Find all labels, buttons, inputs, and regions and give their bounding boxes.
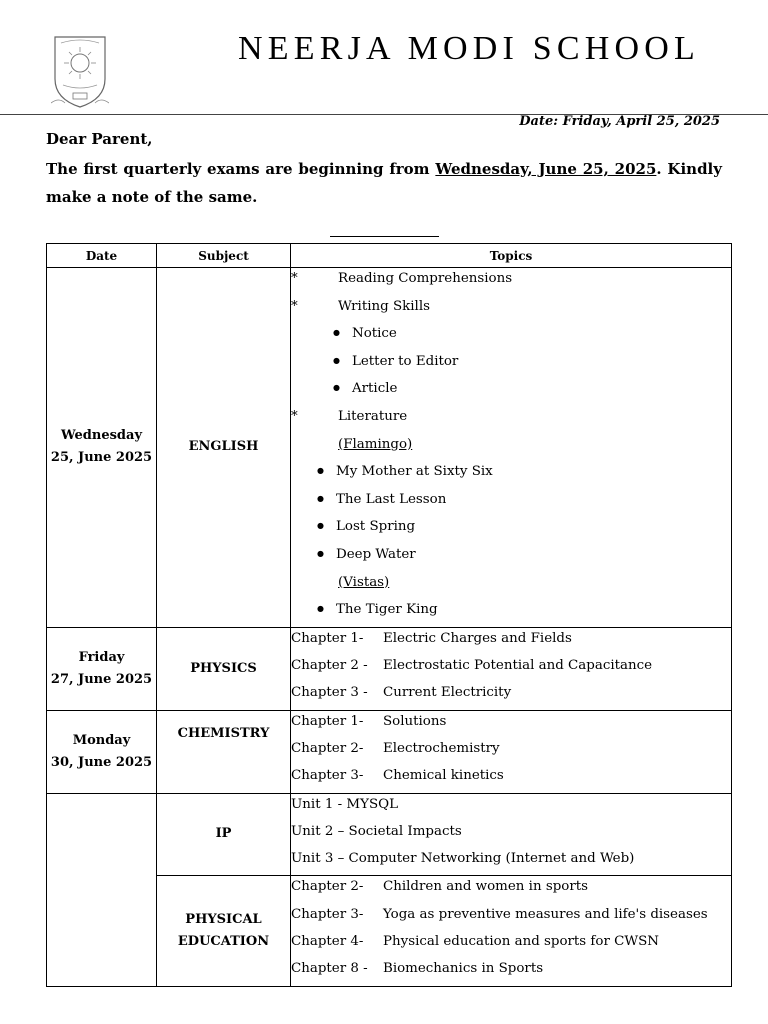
table-row	[47, 710, 732, 793]
topics-cell	[291, 876, 732, 986]
intro-text-after: . Kindly make a note of the same.	[46, 160, 722, 206]
unit-item: Unit 3 – Computer Networking (Internet and Web)	[291, 851, 635, 867]
subject-cell: CHEMISTRY	[157, 710, 291, 793]
topics-cell	[291, 268, 732, 628]
school-name: NEERJA MODI SCHOOL	[238, 30, 700, 67]
topic-item: Writing Skills	[338, 298, 430, 314]
asterisk-marker: *	[291, 298, 298, 314]
list-item: ● Lost Spring	[291, 516, 731, 544]
exam-day: Monday	[72, 732, 131, 748]
table-row	[47, 268, 732, 628]
exam-day: Wednesday	[60, 428, 142, 444]
chapter-number: Chapter 3-	[291, 906, 364, 922]
chapter-number: Chapter 2 -	[291, 658, 368, 674]
notice-date: Date: Friday, April 25, 2025	[519, 114, 720, 129]
list-item: ● The Last Lesson	[291, 489, 731, 517]
date-cell	[47, 710, 157, 793]
subject-cell: ENGLISH	[157, 268, 291, 628]
exam-date: 27, June 2025	[50, 671, 153, 687]
subject-cell: PHYSICS	[157, 627, 291, 710]
subject-cell	[157, 876, 291, 986]
intro-paragraph	[46, 155, 722, 211]
exam-schedule-table	[46, 243, 732, 987]
subject-line: PHYSICAL	[185, 911, 262, 927]
date-cell	[47, 268, 157, 628]
chapter-title: Solutions	[383, 713, 447, 729]
date-cell	[47, 627, 157, 710]
list-item: ● Article	[291, 378, 731, 406]
unit-item: Unit 1 - MYSQL	[291, 796, 398, 812]
chapter-title: Chemical kinetics	[383, 768, 504, 784]
asterisk-marker: *	[291, 408, 298, 424]
chapter-title: Biomechanics in Sports	[383, 961, 544, 977]
chapter-number: Chapter 4-	[291, 933, 364, 949]
exam-day: Friday	[78, 649, 125, 665]
subject-line: EDUCATION	[177, 933, 270, 949]
list-item: ● Deep Water	[291, 544, 731, 572]
section-divider	[330, 236, 439, 237]
greeting: Dear Parent,	[46, 130, 153, 148]
book-title: (Flamingo)	[338, 436, 413, 452]
topics-cell	[291, 793, 732, 876]
chapter-title: Yoga as preventive measures and life's diseases	[383, 906, 708, 922]
chapter-number: Chapter 1-	[291, 713, 364, 729]
date-cell	[47, 793, 157, 986]
header-date: Date	[47, 244, 157, 268]
subject-cell: IP	[157, 793, 291, 876]
unit-item: Unit 2 – Societal Impacts	[291, 823, 462, 839]
list-item: ● Notice	[291, 323, 731, 351]
exam-date: 25, June 2025	[50, 450, 153, 466]
list-item: ● The Tiger King	[291, 599, 731, 627]
intro-text-before: The first quarterly exams are beginning from	[46, 160, 436, 178]
list-item: ● Letter to Editor	[291, 351, 731, 379]
topic-item: Literature	[338, 408, 408, 424]
topics-cell	[291, 627, 732, 710]
school-crest-logo	[51, 33, 109, 109]
chapter-title: Physical education and sports for CWSN	[383, 933, 660, 949]
table-header-row	[47, 244, 732, 268]
topics-cell	[291, 710, 732, 793]
chapter-number: Chapter 2-	[291, 740, 364, 756]
chapter-number: Chapter 3 -	[291, 685, 368, 701]
topic-item: Reading Comprehensions	[338, 271, 513, 286]
chapter-title: Children and women in sports	[383, 879, 588, 895]
chapter-number: Chapter 3-	[291, 768, 364, 784]
exam-date: 30, June 2025	[50, 754, 153, 770]
chapter-number: Chapter 2-	[291, 879, 364, 895]
chapter-title: Current Electricity	[383, 685, 512, 701]
table-row	[47, 627, 732, 710]
header-subject: Subject	[157, 244, 291, 268]
header-topics: Topics	[291, 244, 732, 268]
asterisk-marker: *	[291, 271, 298, 286]
book-title: (Vistas)	[338, 574, 390, 590]
chapter-number: Chapter 8 -	[291, 961, 368, 977]
list-item: ● My Mother at Sixty Six	[291, 461, 731, 489]
chapter-number: Chapter 1-	[291, 630, 364, 646]
chapter-title: Electrostatic Potential and Capacitance	[383, 658, 653, 674]
chapter-title: Electric Charges and Fields	[383, 630, 572, 646]
table-row	[47, 793, 732, 876]
chapter-title: Electrochemistry	[383, 740, 500, 756]
exam-start-date: Wednesday, June 25, 2025	[435, 160, 657, 178]
